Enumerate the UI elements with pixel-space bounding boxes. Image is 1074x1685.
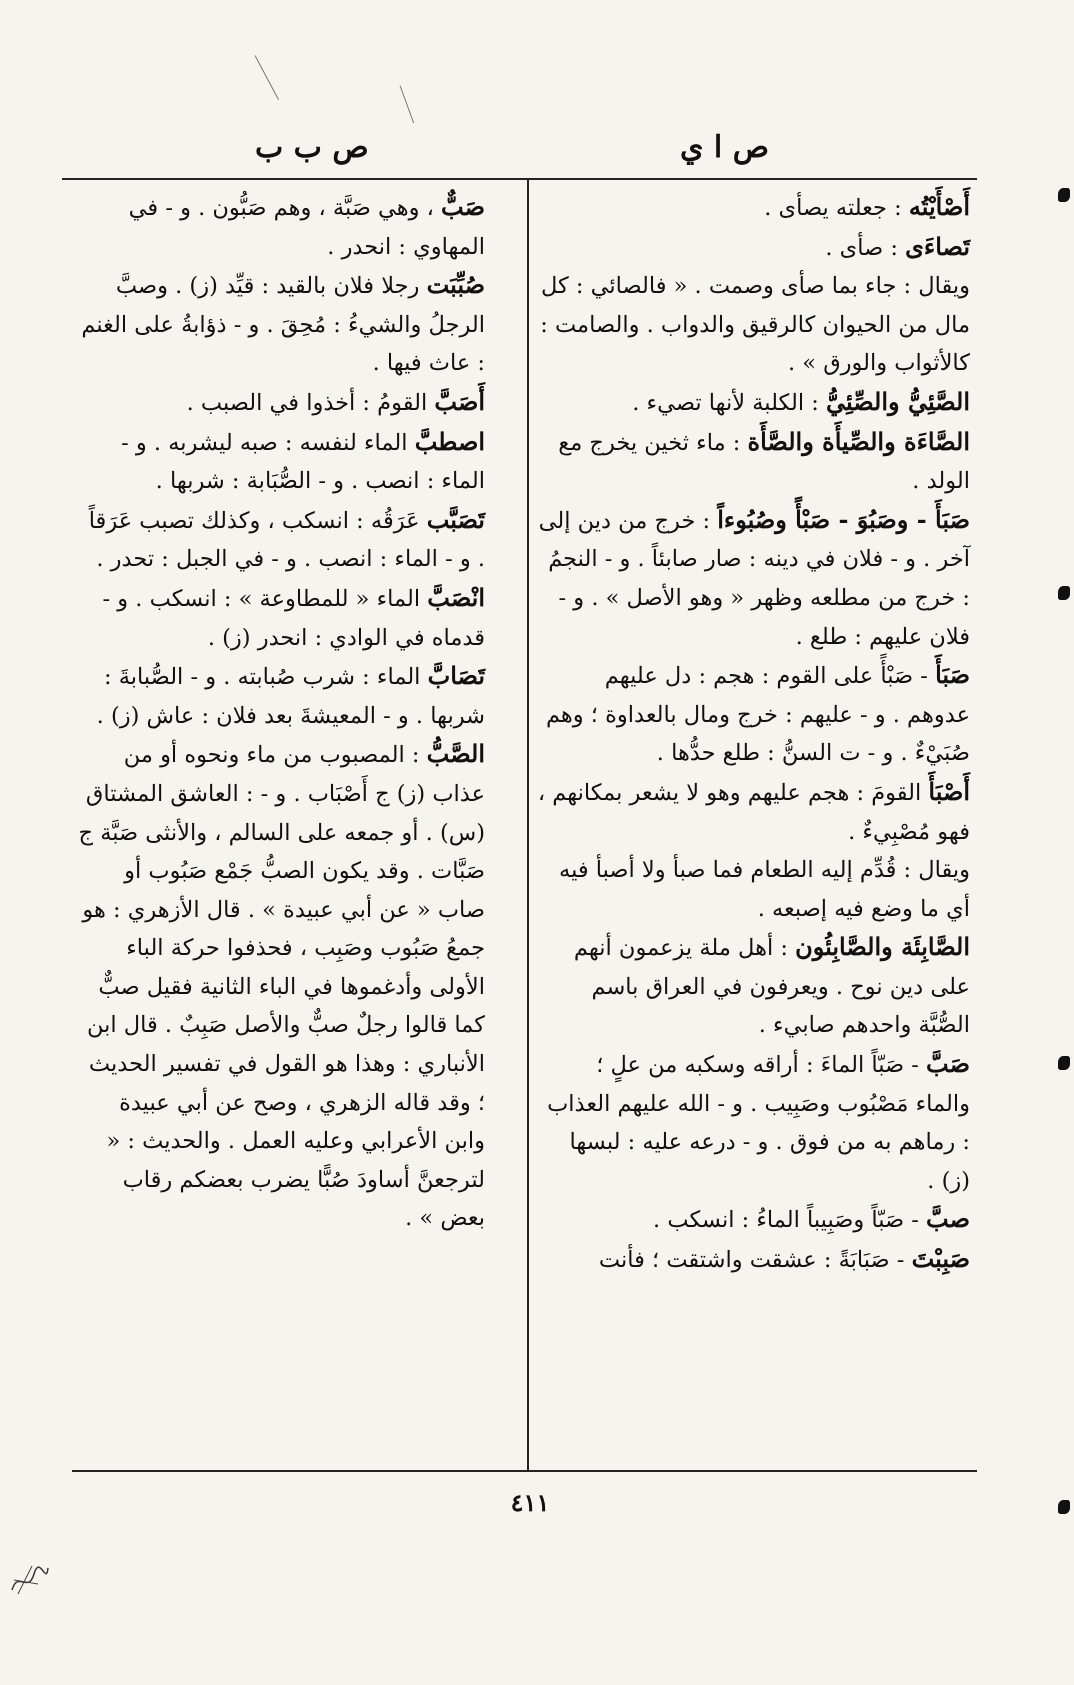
entry-headword: صَبِبْتَ [911,1244,970,1274]
entry-definition: عَرَقُه : انسكب ، وكذلك تصبب عَرَقاً . و - الماء : انصب . و - في الجبل : تحدر . [88,507,485,573]
entry-headword: الصَّاءَة والصِّيأَة والصَّأَة [747,426,970,456]
dictionary-entry [535,501,970,656]
entry-headword: تَصَبَّب [426,504,485,534]
entry-definition: ويقال : قُدِّم إليه الطعام فما صبأ ولا أصبأ فيه أي ما وضع فيه إصبعه . [559,857,970,922]
entry-headword: تَصاءَى [905,231,970,261]
margin-mark [1058,188,1070,202]
entry-definition: ويقال : جاء بما صأى وصمت . « فالصائي : كل مال من الحيوان كالرقيق والدواب . والصامت : كالأثواب والورق » . [540,273,970,377]
column-divider [527,180,529,1470]
margin-mark [1058,586,1070,600]
dictionary-entry [535,773,970,851]
entry-definition: : جعلته يصأى . [764,195,909,221]
scratch-mark [400,85,415,123]
bottom-rule [72,1470,977,1472]
entry-headword: انْصَبَّ [427,582,485,612]
entry-headword: أَصْأَيْتُه [908,192,970,221]
dictionary-entry [535,1200,970,1240]
entry-headword: اصطبَّ [414,426,485,456]
entry-definition: - صَبْأً على القوم : هجم : دل عليهم عدوهم . و - عليهم : خرج ومال بالعداوة ؛ وهم صُبَيْءٌ . و - ت السنُّ : طلع حدُّها . [545,663,970,767]
entry-headword: صَبَّ [926,1049,970,1079]
margin-mark [1058,1056,1070,1070]
dictionary-entry [75,188,485,266]
dictionary-entry [535,656,970,773]
left-column [75,188,485,1238]
dictionary-entry [535,383,970,423]
dictionary-entry [535,188,970,228]
dictionary-entry [535,228,970,268]
running-head-right: ص ا ي [680,130,769,165]
entry-headword: صَبَأَ - وصَبُوَ - صَبْأً وصُبُوءاً [717,504,970,534]
entry-definition: رجلا فلان بالقيد : قيِّد (ز) . وصبَّ الرجلُ والشيءُ : مُحِقَ . و - ذؤابةُ على الغنم : عاث فيها . [81,273,485,377]
entry-headword: صَبَأَ [935,660,970,690]
right-column [535,188,970,1280]
entry-definition: - صَبّاً وصَبِيباً الماءُ : انسكب . [653,1207,927,1234]
entry-headword: أَصْبَأَ [928,776,970,806]
dictionary-entry [75,501,485,579]
entry-headword: الصَّابِئَة والصَّابِئُون [795,932,970,962]
entry-definition: الماء لنفسه : صبه ليشربه . و - الماء : انصب . و - الصُّبَابة : شربها . [121,429,485,495]
scratch-mark [255,55,279,100]
entry-definition: القومَ : هجم عليهم وهو لا يشعر بمكانهم ، فهو مُصْبِيءٌ . [537,779,970,845]
dictionary-entry [535,851,970,928]
dictionary-entry [75,735,485,1238]
dictionary-entry [535,1240,970,1280]
entry-definition: ، وهي صَبَّة ، وهم صَبُّون . و - في المهاوي : انحدر . [128,195,485,260]
entry-definition: الماء « للمطاوعة » : انسكب . و - قدماه في الوادي : انحدر (ز) . [102,585,485,651]
entry-headword: صبَّ [926,1204,970,1234]
dictionary-entry [535,1045,970,1200]
entry-definition: - صَبّاً الماءَ : أراقه وسكبه من علٍ ؛ والماء مَصْبُوب وصَبِيب . و - الله عليهم العذاب : رماهم به من فوق . و - درعه عليه : لبسها (ز) . [547,1052,970,1194]
dictionary-entry [535,928,970,1045]
entry-headword: الصَّبُّ [426,739,485,769]
top-rule [62,178,977,180]
entry-headword: صَبٌّ [441,192,485,221]
dictionary-entry [75,423,485,501]
entry-definition: القومُ : أخذوا في الصبب . [186,389,435,416]
entry-definition: : أهل ملة يزعمون أنهم على دين نوح . ويعرفون في العراق باسم الصُّبَّة واحدهم صابيء . [573,935,970,1039]
entry-definition: : المصبوب من ماء ونحوه أو من عذاب (ز) ج أَصْبَاب . و - : العاشق المشتاق (س) . أو جمعه على السالم ، والأنثى صَبَّة ج صَبَّات . وقد يكون الصبُّ جَمْع صَبُوب أو صاب « عن أبي عبيدة » . قال الأزهري : هو جمعُ صَبُوب وصَبِب ، فحذفوا حركة الباء الأولى وأدغموها في الباء الثانية فقيل صبٌّ كما قالوا رجلٌ صبٌّ والأصل صَبِبٌ . قال ابن الأنباري : وهذا هو القول في تفسير الحديث ؛ وقد قاله الزهري ، وصح عن أبي عبيدة وابن الأعرابي وعليه العمل . والحديث : « لترجعنَّ أساودَ صُبًّا يضرب بعضكم رقاب بعض » . [78,742,485,1232]
entry-definition: : الكلبة لأنها تصيء . [632,389,826,416]
entry-headword: الصَّئِيُّ والصِّئِيُّ [825,386,970,416]
entry-definition: الماء : شرب صُبابته . و - الصُّبابةَ : شربها . و - المعيشةَ بعد فلان : عاش (ز) . [96,664,485,729]
running-head-left: ص ب ب [255,130,369,165]
entry-definition: - صَبَابَةً : عشقت واشتقت ؛ فأنت [598,1247,912,1274]
dictionary-entry [535,267,970,383]
dictionary-entry [75,266,485,383]
margin-mark [1058,1500,1070,1514]
dictionary-entry [75,657,485,735]
entry-headword: تَصَابَّ [427,661,485,691]
entry-definition: : ماء ثخين يخرج مع الولد . [558,429,970,495]
entry-headword: أَصَبَّ [434,386,485,416]
entry-definition: : صأى . [825,234,906,261]
dictionary-entry [535,423,970,501]
page-number: ٤١١ [510,1488,550,1517]
entry-headword: صُبِّبَت [426,270,485,300]
dictionary-entry [75,579,485,657]
entry-definition: : خرج من دين إلى آخر . و - فلان في دينه : صار صابئاً . و - النجمُ : خرج من مطلعه وظهر « وهو الأصل » . و - فلان عليهم : طلع . [538,507,970,650]
ornament-icon [8,1560,52,1600]
dictionary-entry [75,383,485,423]
